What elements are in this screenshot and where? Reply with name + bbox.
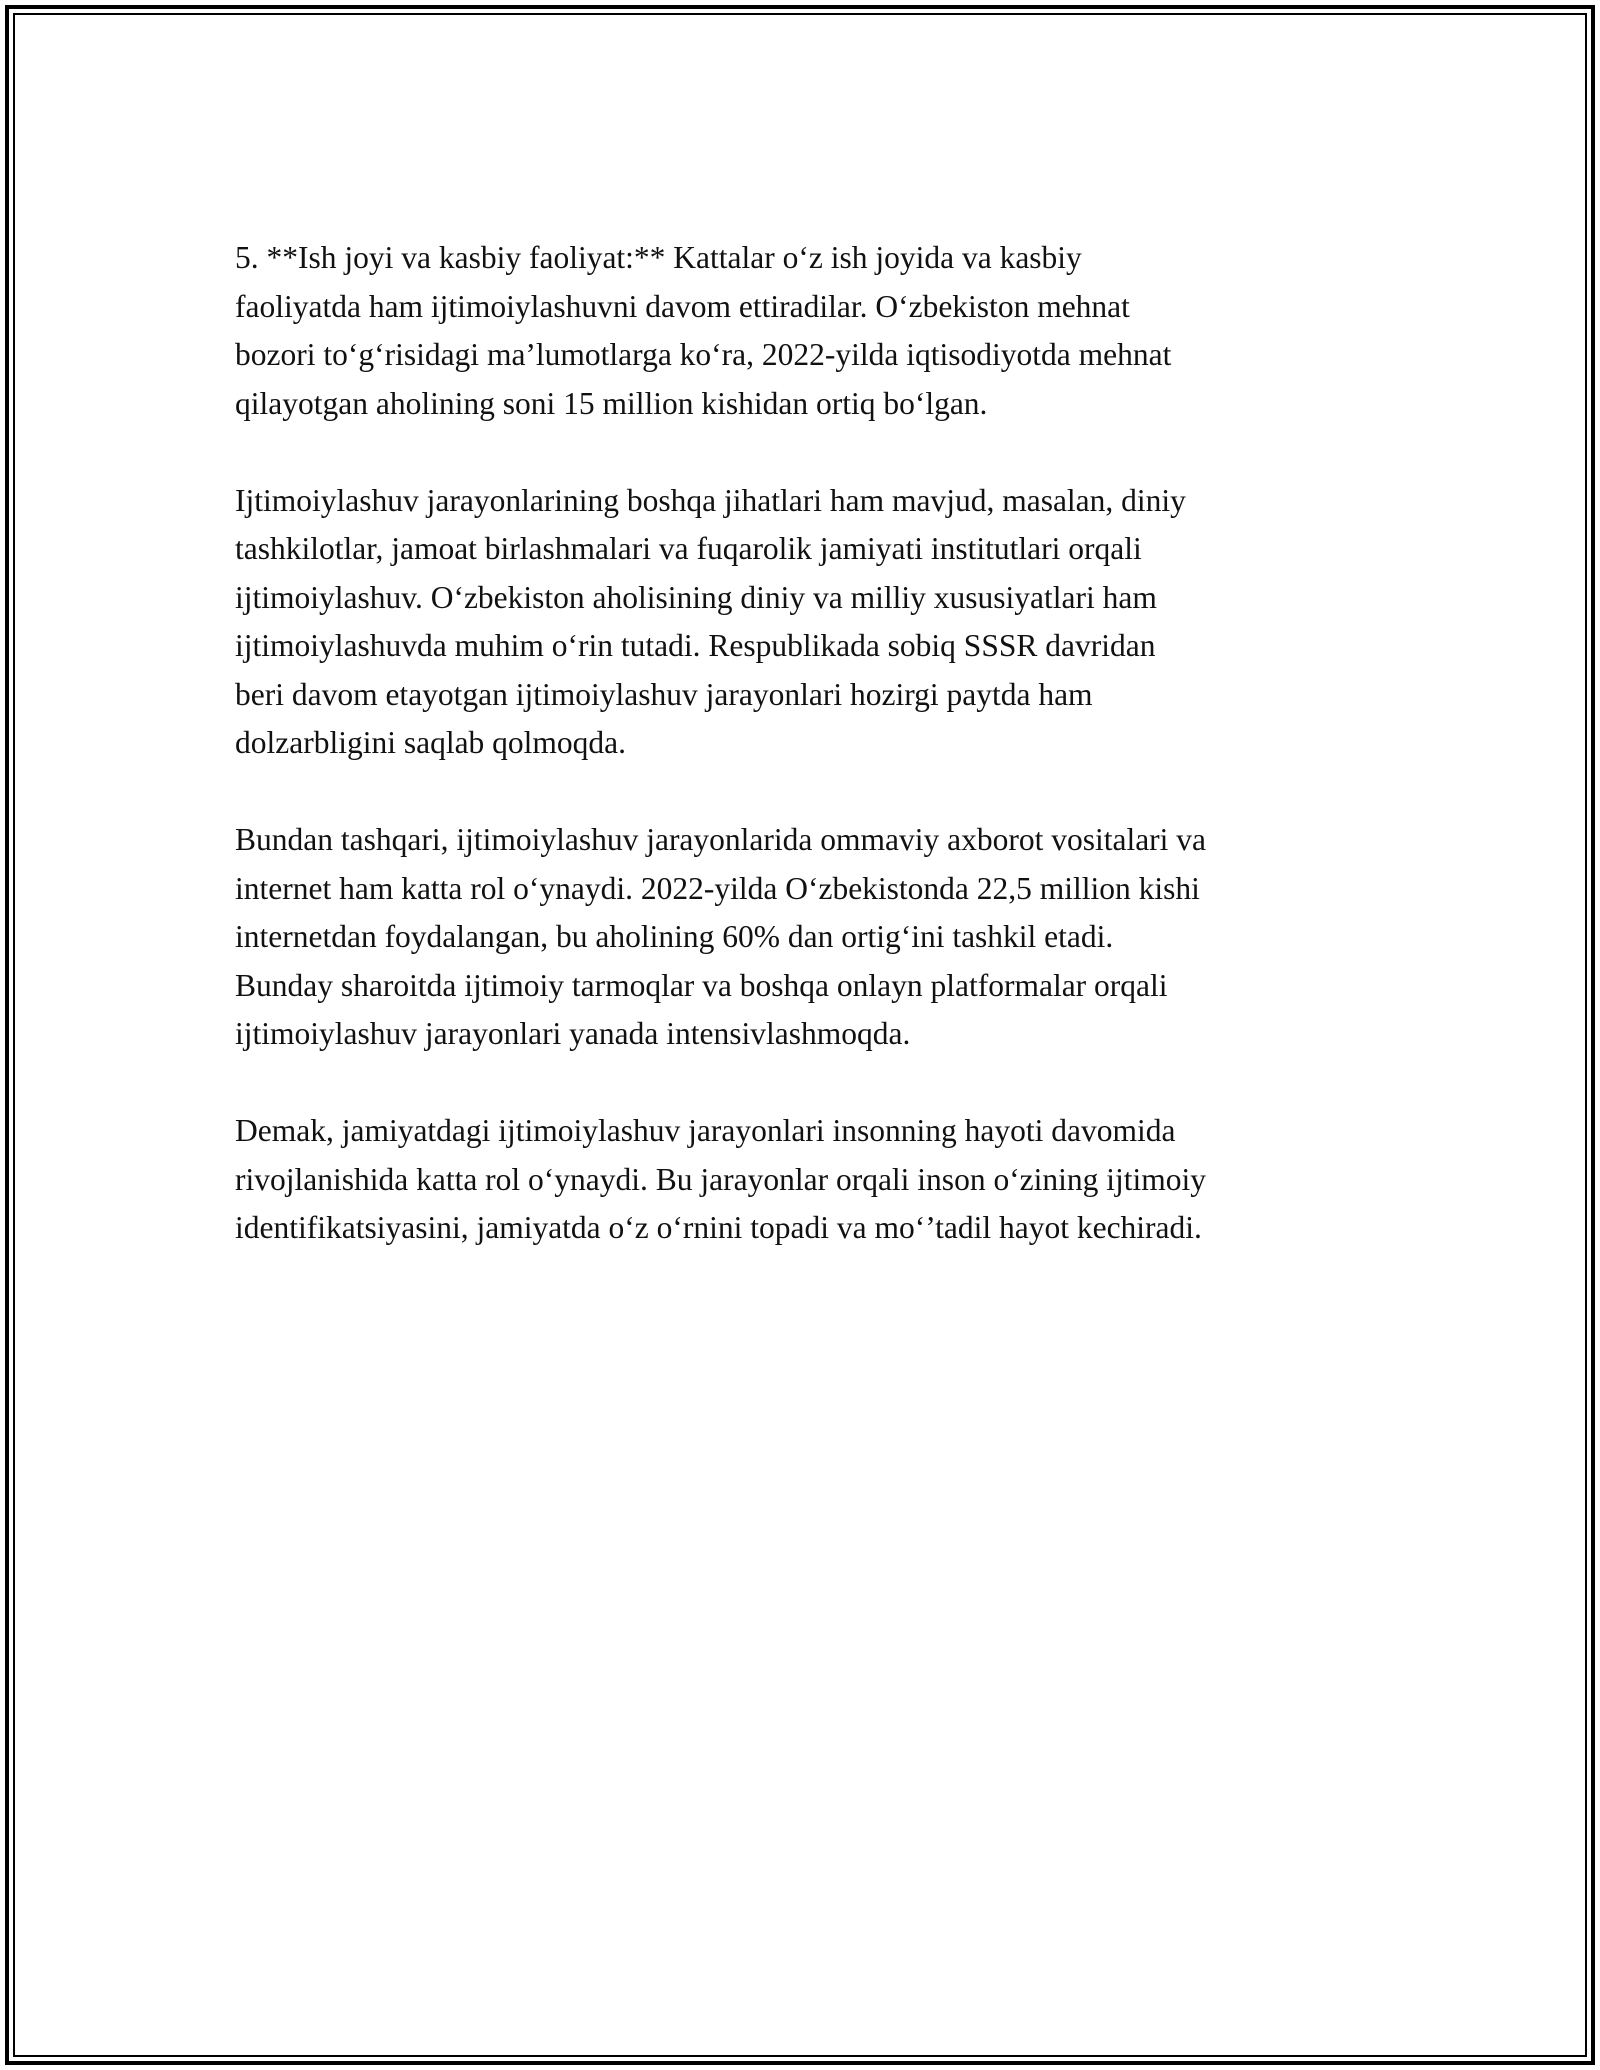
paragraph-media-internet: Bundan tashqari, ijtimoiylashuv jarayonlarida ommaviy axborot vositalari va internet ham katta rol o‘ynaydi. 2022-yilda O‘zbekistonda 22,5 million kishi internetdan foydalangan, bu aholining 60% dan ortig‘ini tashkil etadi. Bunday sharoitda ijtimoiy tarmoqlar va boshqa onlayn platformalar orqali ijtimoiylashuv jarayonlari yanada intensivlashmoqda.	[235, 822, 1207, 1051]
paragraph-other-aspects: Ijtimoiylashuv jarayonlarining boshqa jihatlari ham mavjud, masalan, diniy tashkilotlar, jamoat birlashmalari va fuqarolik jamiyati institutlari orqali ijtimoiylashuv. O‘zbekiston aholisining diniy va milliy xususiyatlari ham ijtimoiylashuvda muhim o‘rin tutadi. Respublikada sobiq SSSR davridan beri davom etayotgan ijtimoiylashuv jarayonlari hozirgi paytda ham dolzarbligini saqlab qolmoqda.	[235, 482, 1186, 760]
document-body	[235, 234, 1375, 1301]
paragraph-work-and-career: 5. **Ish joyi va kasbiy faoliyat:** Kattalar o‘z ish joyida va kasbiy faoliyatda ham ijtimoiylashuvni davom ettiradilar. O‘zbekiston mehnat bozori to‘g‘risidagi ma’lumotlarga ko‘ra, 2022-yilda iqtisodiyotda mehnat qilayotgan aholining soni 15 million kishidan ortiq bo‘lgan.	[235, 240, 1172, 421]
paragraph-conclusion: Demak, jamiyatdagi ijtimoiylashuv jarayonlari insonning hayoti davomida rivojlanishida katta rol o‘ynaydi. Bu jarayonlar orqali inson o‘zining ijtimoiy identifikatsiyasini, jamiyatda o‘z o‘rnini topadi va mo‘’tadil hayot kechiradi.	[235, 1113, 1207, 1245]
